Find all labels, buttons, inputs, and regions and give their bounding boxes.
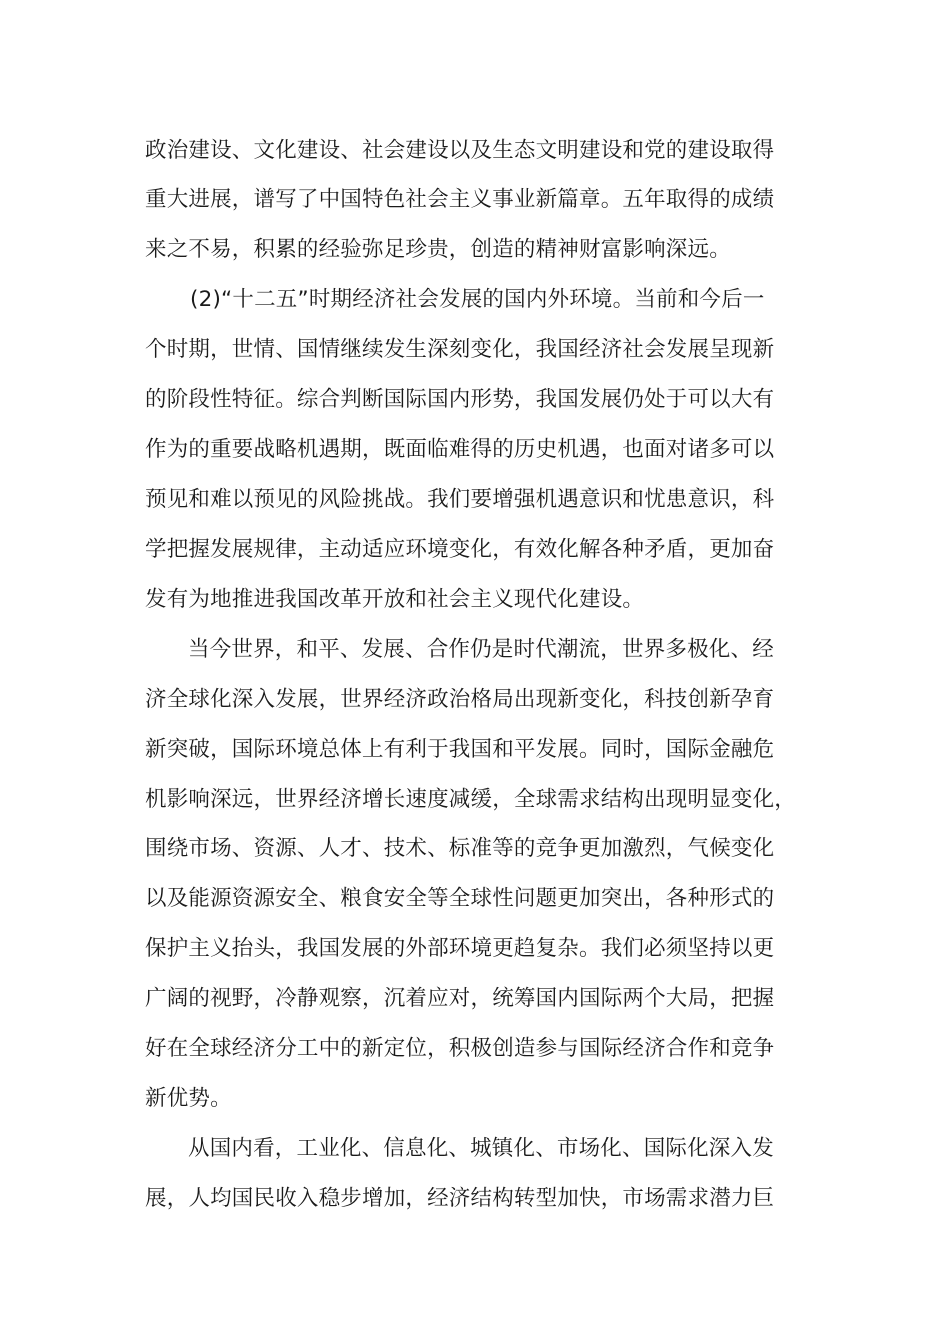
text-line: 广阔的视野，冷静观察，沉着应对，统筹国内国际两个大局，把握 [145, 986, 775, 1011]
text-line: 济全球化深入发展，世界经济政治格局出现新变化，科技创新孕育 [145, 687, 775, 712]
text-line: 以及能源资源安全、粮食安全等全球性问题更加突出，各种形式的 [145, 886, 775, 911]
text-line: 当今世界，和平、发展、合作仍是时代潮流，世界多极化、经 [188, 637, 774, 662]
text-line: 围绕市场、资源、人才、技术、标准等的竞争更加激烈，气候变化 [145, 836, 775, 861]
text-line: 机影响深远，世界经济增长速度减缓，全球需求结构出现明显变化， [145, 787, 797, 812]
text-line: 从国内看，工业化、信息化、城镇化、市场化、国际化深入发 [188, 1136, 774, 1161]
text-line: 重大进展，谱写了中国特色社会主义事业新篇章。五年取得的成绩 [145, 187, 775, 212]
text-line: 政治建设、文化建设、社会建设以及生态文明建设和党的建设取得 [145, 138, 775, 163]
text-line: 发有为地推进我国改革开放和社会主义现代化建设。 [145, 587, 645, 612]
text-line: 作为的重要战略机遇期，既面临难得的历史机遇，也面对诸多可以 [145, 437, 775, 462]
text-line: 学把握发展规律，主动适应环境变化，有效化解各种矛盾，更加奋 [145, 537, 775, 562]
text-line: 来之不易，积累的经验弥足珍贵，创造的精神财富影响深远。 [145, 237, 731, 262]
text-line: 新优势。 [145, 1086, 232, 1111]
text-line: 新突破，国际环境总体上有利于我国和平发展。同时，国际金融危 [145, 737, 775, 762]
text-line: 好在全球经济分工中的新定位，积极创造参与国际经济合作和竞争 [145, 1036, 775, 1061]
text-line: 个时期，世情、国情继续发生深刻变化，我国经济社会发展呈现新 [145, 337, 775, 362]
text-line: 的阶段性特征。综合判断国际国内形势，我国发展仍处于可以大有 [145, 387, 775, 412]
text-line: 预见和难以预见的风险挑战。我们要增强机遇意识和忧患意识，科 [145, 487, 775, 512]
text-line: (2)“十二五”时期经济社会发展的国内外环境。当前和今后一 [190, 287, 765, 312]
text-line: 保护主义抬头，我国发展的外部环境更趋复杂。我们必须坚持以更 [145, 936, 775, 961]
text-line: 展，人均国民收入稳步增加，经济结构转型加快，市场需求潜力巨 [145, 1186, 775, 1211]
